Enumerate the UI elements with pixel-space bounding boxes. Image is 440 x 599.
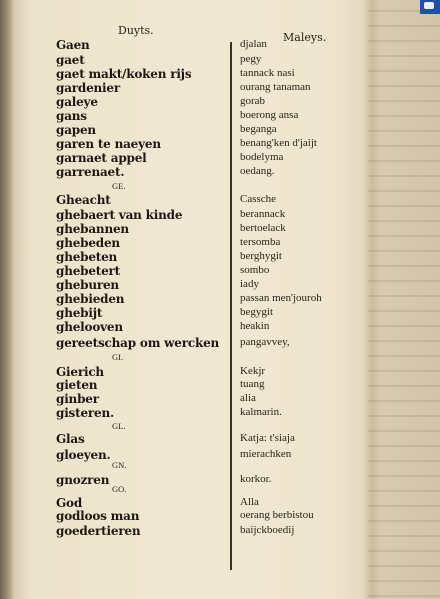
malay-term: sombo	[240, 264, 270, 276]
malay-term: beganga	[240, 123, 277, 135]
dictionary-row	[0, 109, 380, 124]
dutch-term: garen te naeyen	[56, 137, 161, 151]
dutch-term: gapen	[56, 123, 96, 137]
malay-term: tuang	[240, 378, 265, 390]
section-label: GL.	[112, 421, 126, 431]
malay-term: korkor.	[240, 473, 272, 485]
malay-term: ourang tanaman	[240, 81, 311, 93]
dutch-term: galeye	[56, 95, 98, 109]
bookmark-icon-inner	[424, 2, 434, 9]
dutch-term: ghebetert	[56, 264, 121, 278]
dutch-term: ghebeden	[56, 236, 120, 250]
malay-term: bodelyma	[240, 151, 284, 163]
dictionary-row	[0, 222, 380, 237]
dutch-term: ghebaert van kinde	[56, 208, 183, 222]
dictionary-row	[0, 278, 380, 293]
dictionary-row	[0, 306, 380, 321]
malay-term: gorab	[240, 95, 266, 107]
dutch-term: ghebijt	[56, 306, 103, 320]
dictionary-row	[0, 165, 380, 180]
dictionary-row	[0, 432, 380, 447]
malay-term: bertoelack	[240, 222, 286, 234]
dictionary-row	[0, 378, 380, 393]
dictionary-row	[0, 208, 380, 223]
section-label: GI.	[112, 352, 124, 362]
dictionary-row	[0, 81, 380, 96]
dutch-term: Glas	[56, 432, 85, 446]
malay-term: berannack	[240, 208, 286, 220]
dutch-term: Gaen	[56, 38, 90, 52]
dutch-term: gaet makt/koken rijs	[56, 67, 192, 81]
malay-term: mierachken	[240, 448, 292, 460]
malay-term: berghygit	[240, 250, 282, 262]
dutch-term: Gheacht	[56, 193, 111, 207]
section-label: GO.	[112, 484, 127, 494]
dutch-term: gisteren.	[56, 406, 114, 420]
column-header-malay: Maleys.	[283, 31, 327, 44]
malay-term: Katja: t'siaja	[240, 432, 295, 444]
dictionary-row	[0, 509, 380, 524]
malay-term: passan men'jouroh	[240, 292, 322, 304]
section-label: GE.	[112, 181, 126, 191]
malay-term: oedang.	[240, 165, 275, 177]
dutch-term: ghebieden	[56, 292, 125, 306]
dutch-term: gereetschap om wercken	[56, 336, 220, 350]
dictionary-row	[0, 95, 380, 110]
dutch-term: ghelooven	[56, 320, 123, 334]
dutch-term: Gierich	[56, 365, 104, 379]
dictionary-row	[0, 67, 380, 82]
malay-term: pangavvey,	[240, 336, 290, 348]
dictionary-row	[0, 524, 380, 539]
dictionary-row	[0, 53, 380, 68]
malay-term: Kekjr	[240, 365, 266, 377]
section-label: GN.	[112, 460, 127, 470]
dutch-term: gnozren	[56, 473, 110, 487]
dictionary-row	[0, 193, 380, 208]
dictionary-row	[0, 406, 380, 421]
malay-term: tersomba	[240, 236, 281, 248]
malay-term: oerang berbistou	[240, 509, 314, 521]
dutch-term: godloos man	[56, 509, 140, 523]
dictionary-row	[0, 38, 380, 53]
malay-term: kalmarin.	[240, 406, 282, 418]
dutch-term: gheburen	[56, 278, 119, 292]
dutch-term: garnaet appel	[56, 151, 147, 165]
dutch-term: garrenaet.	[56, 165, 125, 179]
dutch-term: gaet	[56, 53, 85, 67]
malay-term: alia	[240, 392, 256, 404]
malay-term: baijckboedij	[240, 524, 295, 536]
malay-term: Alla	[240, 496, 259, 508]
dictionary-row	[0, 151, 380, 166]
dictionary-row	[0, 236, 380, 251]
malay-term: tannack nasi	[240, 67, 295, 79]
dutch-term: God	[56, 496, 83, 510]
dutch-term: gloeyen.	[56, 448, 111, 462]
dutch-term: ginber	[56, 392, 99, 406]
dutch-term: ghebeten	[56, 250, 118, 264]
malay-term: benang'ken d'jaijt	[240, 137, 317, 149]
dictionary-row	[0, 137, 380, 152]
dutch-term: goedertieren	[56, 524, 141, 538]
malay-term: boerong ansa	[240, 109, 299, 121]
dictionary-row	[0, 336, 380, 351]
dictionary-row	[0, 320, 380, 335]
column-header-dutch: Duyts.	[118, 24, 154, 37]
dutch-term: ghebannen	[56, 222, 129, 236]
malay-term: begygit	[240, 306, 273, 318]
malay-term: iady	[240, 278, 259, 290]
dictionary-row	[0, 250, 380, 265]
dutch-term: gieten	[56, 378, 98, 392]
malay-term: pegy	[240, 53, 262, 65]
malay-term: Cassche	[240, 193, 277, 205]
dutch-term: gans	[56, 109, 87, 123]
malay-term: djalan	[240, 38, 267, 50]
dictionary-row	[0, 123, 380, 138]
malay-term: heakin	[240, 320, 270, 332]
dictionary-row	[0, 392, 380, 407]
dutch-term: gardenier	[56, 81, 120, 95]
dictionary-row	[0, 264, 380, 279]
dictionary-row	[0, 292, 380, 307]
